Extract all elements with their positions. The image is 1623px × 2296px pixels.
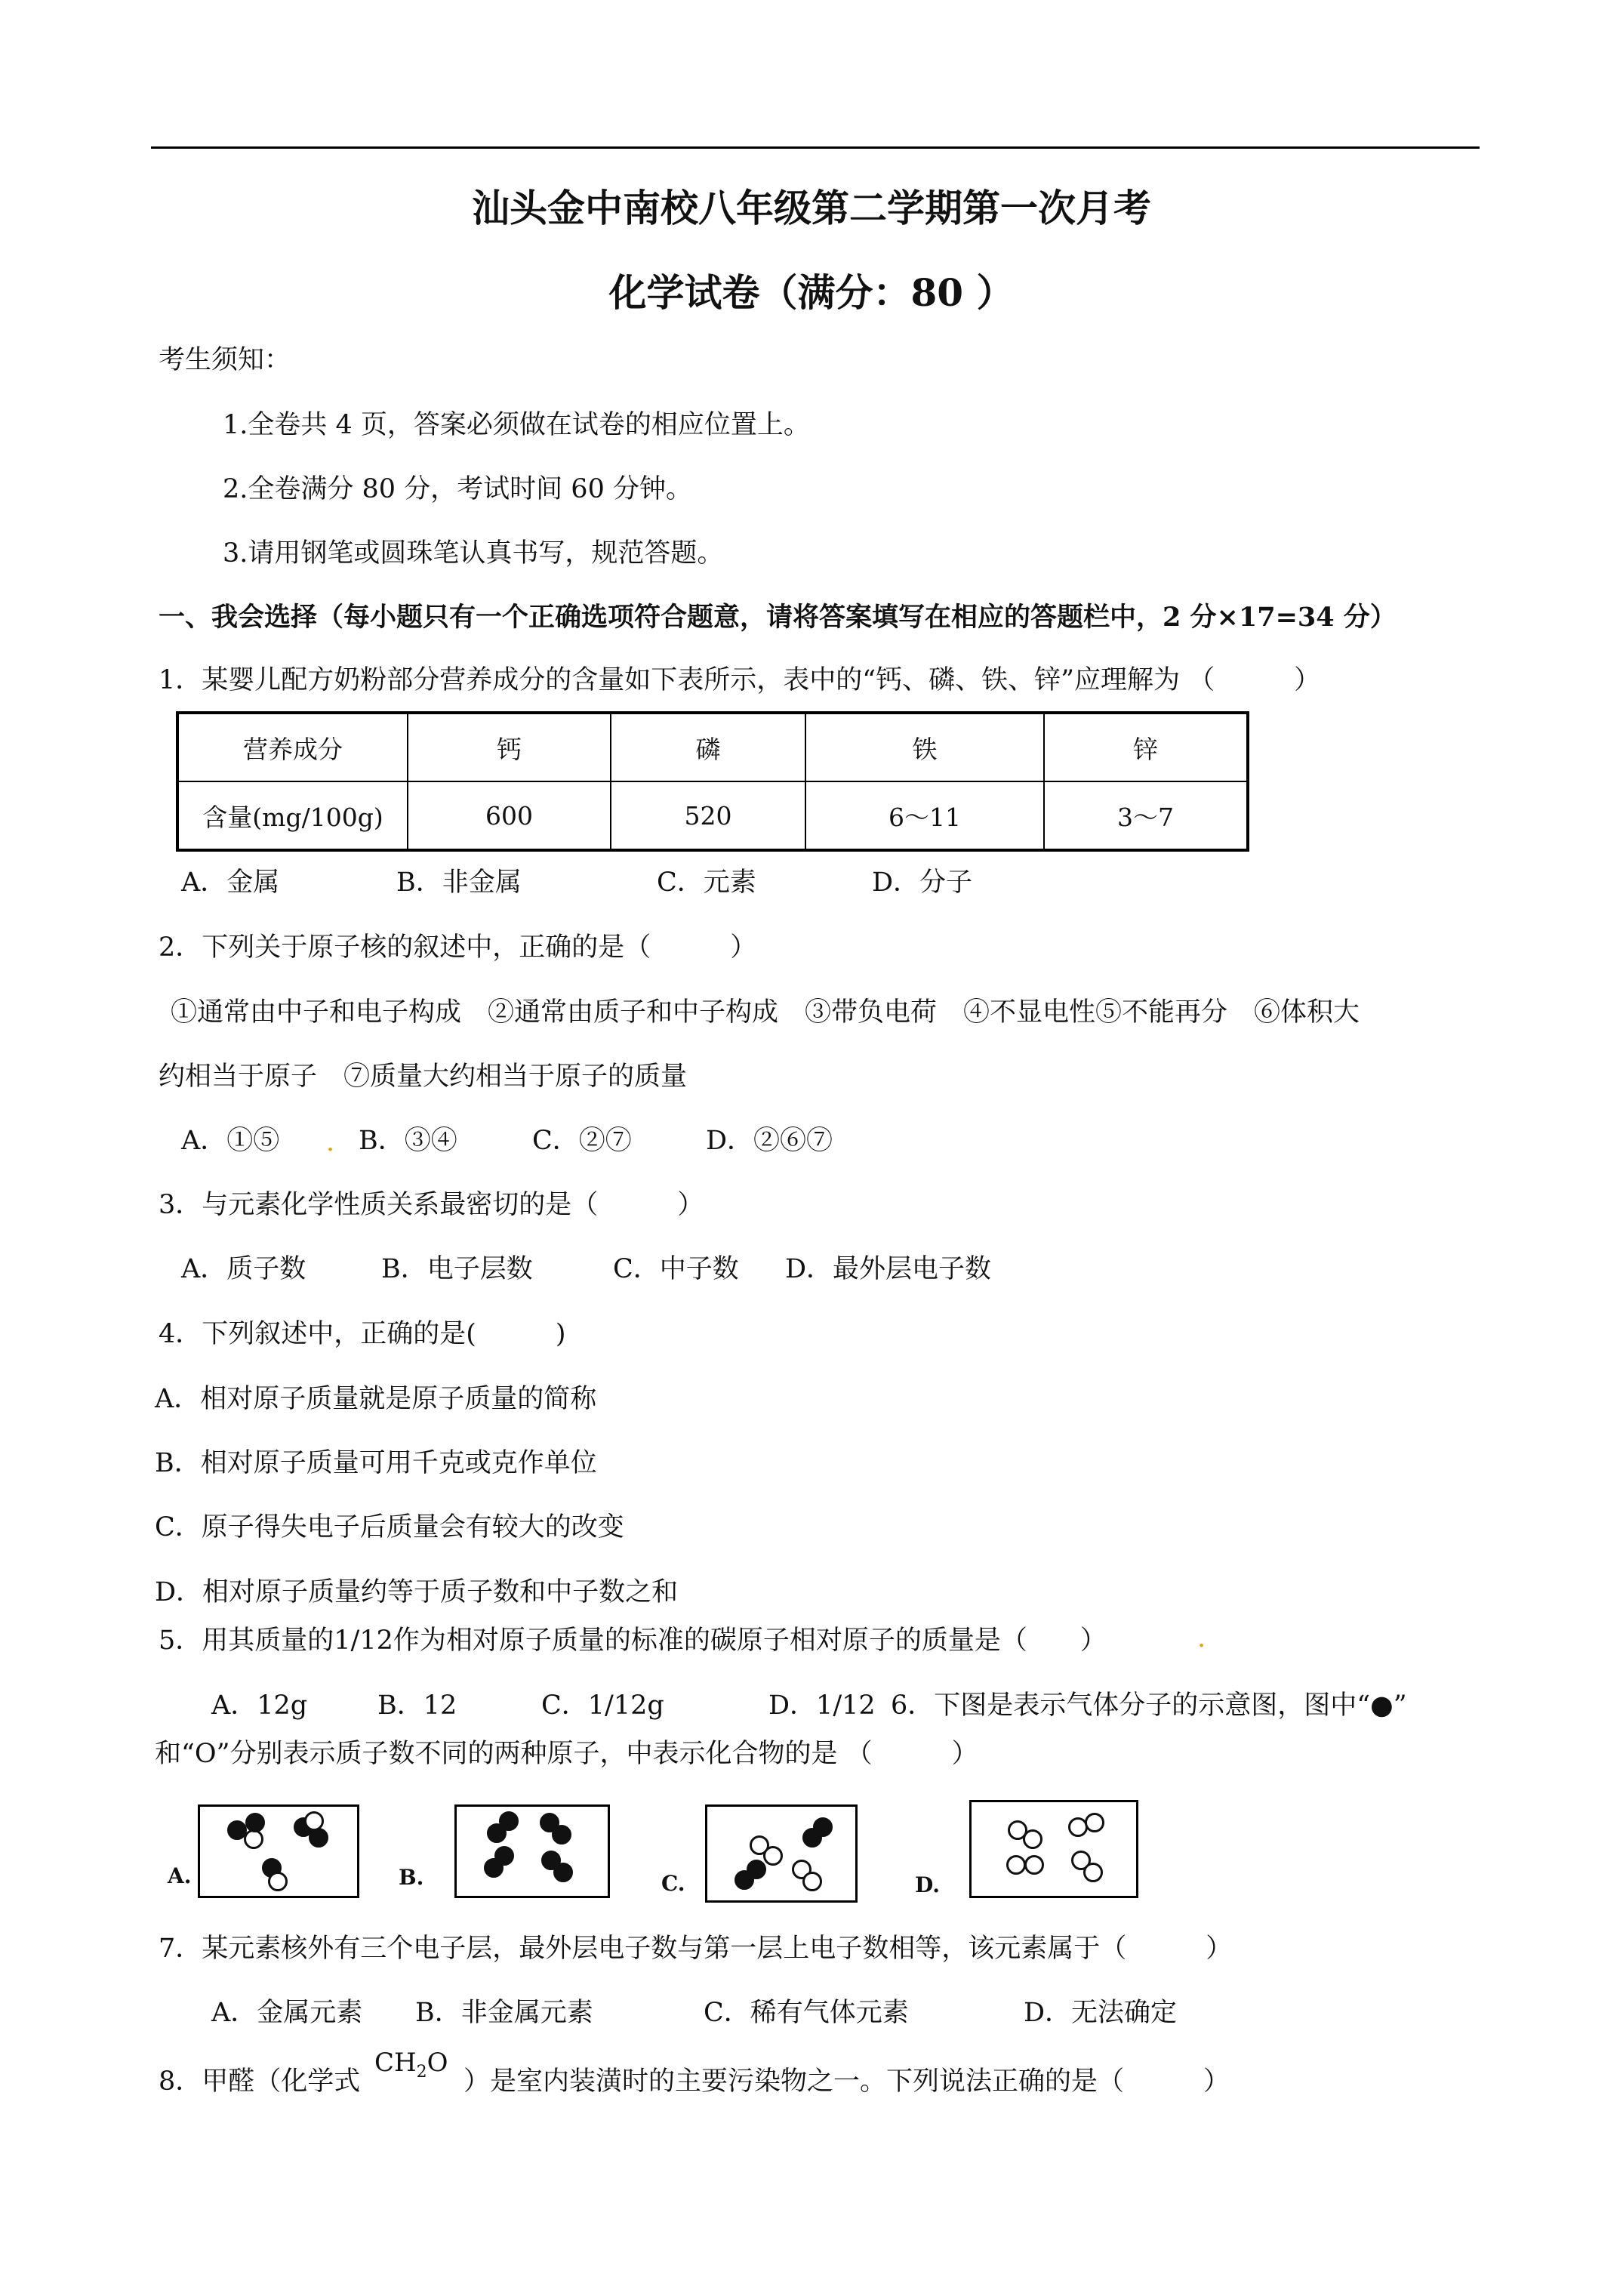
question-6-stem-a: 6．下图是表示气体分子的示意图，图中“●” xyxy=(891,1690,1407,1721)
q2-option-b: B．③④ xyxy=(359,1126,457,1156)
q5-option-a: A．12g xyxy=(211,1690,308,1721)
question-2-line-2: 约相当于原子 ⑦质量大约相当于原子的质量 xyxy=(159,1062,688,1092)
atom-black xyxy=(309,1828,328,1848)
diagram-box-b xyxy=(454,1804,610,1898)
q4-option-c: C．原子得失电子后质量会有较大的改变 xyxy=(155,1512,624,1542)
atom-black xyxy=(245,1813,265,1832)
atom-white xyxy=(1023,1829,1042,1849)
atom-white xyxy=(1085,1813,1104,1832)
atom-black xyxy=(552,1825,571,1845)
table-row xyxy=(177,781,1248,850)
q3-option-d: D．最外层电子数 xyxy=(785,1254,992,1284)
table-header-row xyxy=(177,713,1248,781)
atom-white xyxy=(1006,1855,1026,1875)
q7-option-b: B．非金属元素 xyxy=(415,1998,593,2028)
atom-black xyxy=(813,1817,833,1837)
atom-black xyxy=(494,1846,514,1866)
q4-option-d: D．相对原子质量约等于质子数和中子数之和 xyxy=(155,1577,679,1607)
question-7-stem: 7．某元素核外有三个电子层，最外层电子数与第一层上电子数相等，该元素属于（ ） xyxy=(159,1934,1233,1964)
diagram-label-c: C. xyxy=(661,1871,685,1896)
question-5-stem: 5．用其质量的1/12作为相对原子质量的标准的碳原子相对原子的质量是（ ） xyxy=(159,1626,1107,1656)
formula-ch2o xyxy=(374,2048,448,2082)
diagram-box-c xyxy=(705,1804,858,1903)
q3-option-c: C．中子数 xyxy=(613,1254,739,1284)
orange-dot-mark: . xyxy=(1197,1623,1206,1653)
question-1-stem: 1．某婴儿配方奶粉部分营养成分的含量如下表所示，表中的“钙、磷、铁、锌”应理解为 （ ） xyxy=(159,665,1321,695)
atom-white xyxy=(802,1872,822,1891)
diagram-label-d: D. xyxy=(915,1872,941,1897)
atom-white xyxy=(304,1811,324,1831)
q7-option-c: C．稀有气体元素 xyxy=(704,1998,909,2028)
q1-option-b: B．非金属 xyxy=(396,868,522,898)
question-2-line-1: ①通常由中子和电子构成 ②通常由质子和中子构成 ③带负电荷 ④不显电性⑤不能再分 ⑥体积大 xyxy=(171,997,1360,1028)
q5-option-d: D．1/12 xyxy=(768,1690,876,1721)
q2-option-d: D．②⑥⑦ xyxy=(706,1126,833,1156)
orange-dot-mark: . xyxy=(326,1127,335,1157)
table-cell: 520 xyxy=(611,781,805,850)
q2-option-a: A．①⑤ xyxy=(181,1126,280,1156)
table-cell: 含量(mg/100g) xyxy=(177,781,408,850)
q3-option-b: B．电子层数 xyxy=(381,1254,533,1284)
notice-item-3: 3.请用钢笔或圆珠笔认真书写，规范答题。 xyxy=(223,538,724,569)
question-8-stem-a: 8．甲醛（化学式 xyxy=(159,2066,361,2097)
diagram-box-a xyxy=(198,1804,359,1898)
page-title: 汕头金中南校八年级第二学期第一次月考 xyxy=(472,186,1151,230)
diagram-label-a: A. xyxy=(168,1863,192,1888)
table-cell: 磷 xyxy=(611,713,805,781)
q5-option-c: C．1/12g xyxy=(541,1690,664,1721)
question-3-stem: 3．与元素化学性质关系最密切的是（ ） xyxy=(159,1190,704,1220)
section-heading: 一、我会选择（每小题只有一个正确选项符合题意，请将答案填写在相应的答题栏中，2 分×17=34 分） xyxy=(159,602,1397,633)
table-cell: 6～11 xyxy=(805,781,1044,850)
diagram-box-d xyxy=(969,1800,1138,1898)
atom-white xyxy=(763,1846,783,1866)
nutrition-table xyxy=(176,711,1249,852)
q3-option-a: A．质子数 xyxy=(181,1254,306,1284)
q4-option-b: B．相对原子质量可用千克或克作单位 xyxy=(155,1448,597,1478)
q1-option-c: C．元素 xyxy=(657,868,756,898)
question-4-stem: 4．下列叙述中，正确的是( ) xyxy=(159,1319,566,1349)
atom-white xyxy=(1024,1855,1044,1875)
question-6-stem-b: 和“O”分别表示质子数不同的两种原子，中表示化合物的是 （ ） xyxy=(155,1739,978,1769)
formula-subscript: 2 xyxy=(416,2062,427,2082)
q1-option-a: A．金属 xyxy=(181,868,280,898)
atom-black xyxy=(553,1863,573,1882)
table-cell: 钙 xyxy=(408,713,611,781)
atom-black xyxy=(747,1860,766,1879)
q7-option-a: A．金属元素 xyxy=(211,1998,363,2028)
formula-text: CH xyxy=(374,2048,417,2078)
diagram-label-b: B. xyxy=(399,1865,424,1890)
notice-item-2: 2.全卷满分 80 分，考试时间 60 分钟。 xyxy=(223,474,692,504)
table-cell: 600 xyxy=(408,781,611,850)
atom-white xyxy=(268,1872,288,1891)
q5-option-b: B．12 xyxy=(377,1690,457,1721)
atom-black xyxy=(499,1811,519,1831)
q1-option-d: D．分子 xyxy=(872,868,973,898)
table-cell: 3～7 xyxy=(1044,781,1248,850)
question-8-stem-b: ）是室内装潢时的主要污染物之一。下列说法正确的是（ ） xyxy=(463,2066,1230,2097)
formula-text: O xyxy=(427,2048,448,2078)
notice-heading: 考生须知： xyxy=(159,345,291,375)
question-2-stem: 2．下列关于原子核的叙述中，正确的是（ ） xyxy=(159,932,757,963)
q7-option-d: D．无法确定 xyxy=(1024,1998,1178,2028)
atom-white xyxy=(1083,1863,1103,1882)
table-cell: 铁 xyxy=(805,713,1044,781)
table-cell: 锌 xyxy=(1044,713,1248,781)
q2-option-c: C．②⑦ xyxy=(532,1126,632,1156)
page-subtitle: 化学试卷（满分：80 ） xyxy=(608,270,1015,315)
q4-option-a: A．相对原子质量就是原子质量的简称 xyxy=(155,1384,597,1414)
notice-item-1: 1.全卷共 4 页，答案必须做在试卷的相应位置上。 xyxy=(223,410,810,440)
table-cell: 营养成分 xyxy=(177,713,408,781)
top-rule xyxy=(151,146,1480,149)
